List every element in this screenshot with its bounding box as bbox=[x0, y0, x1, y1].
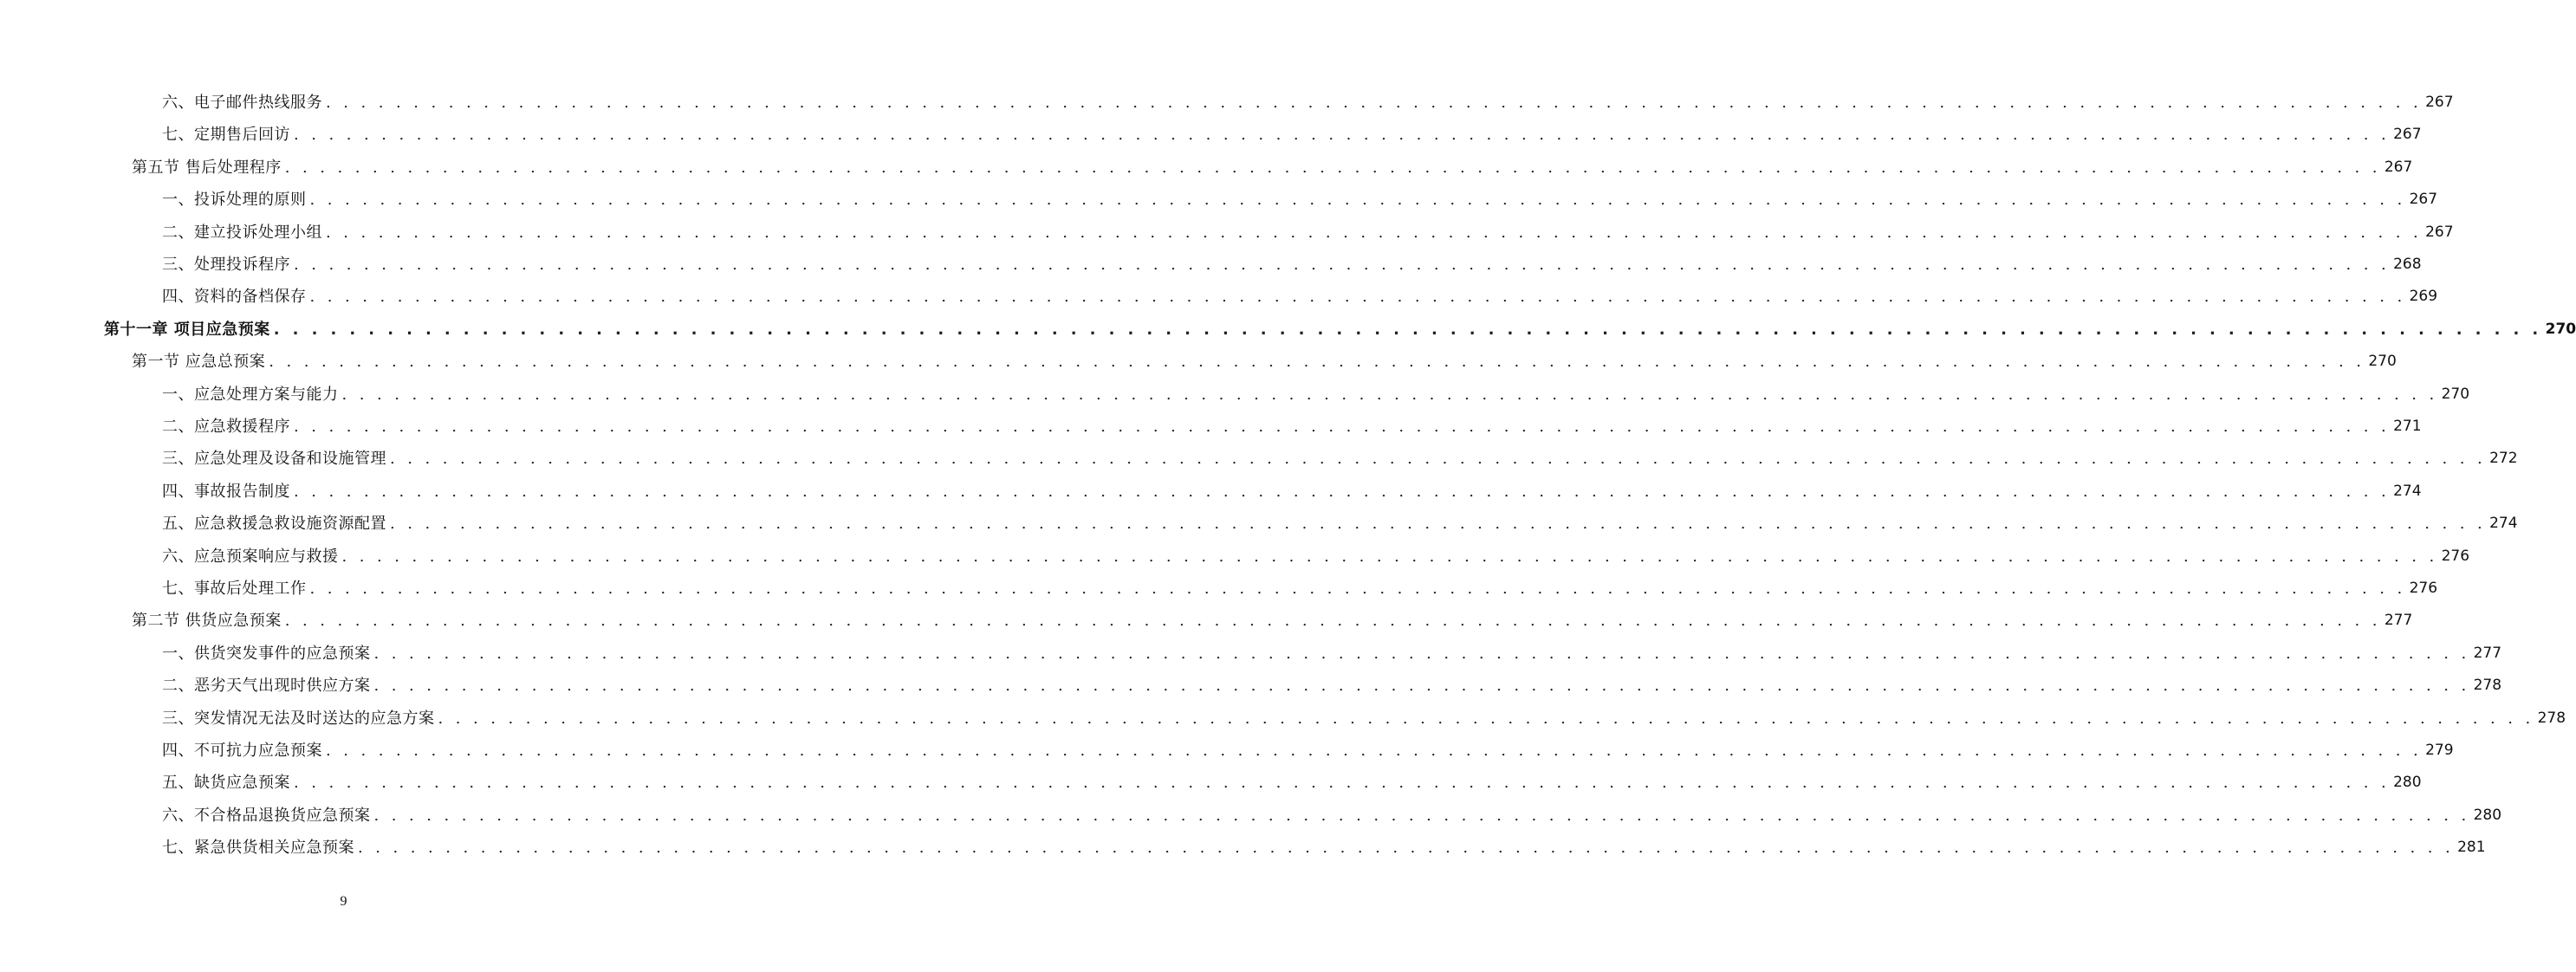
toc-entry-title: 一、应急处理方案与能力 bbox=[162, 385, 339, 404]
toc-entry-page-number: 281 bbox=[2457, 839, 2486, 857]
toc-entry-title: 第二节 供货应急预案 bbox=[132, 612, 282, 631]
toc-entry-title: 二、应急救援程序 bbox=[162, 418, 290, 436]
toc-section-entry[interactable] bbox=[132, 605, 2413, 637]
toc-entry-page-number: 280 bbox=[2393, 774, 2422, 792]
toc-entry-page-number: 272 bbox=[2489, 450, 2518, 468]
toc-dot-leader: . . . . . . . . . . . . . . . . . . . . . . . . . . . . . . . . . . . . . . . . . . . . . . . . . . . . . . . . . . . . . . . . . . . . . . . . . . . . . . . . . . . . . . . . . . . . . . . . . . . . . . . . . . . . . . . . . . . . . . . . bbox=[326, 94, 2423, 112]
toc-dot-leader: . . . . . . . . . . . . . . . . . . . . . . . . . . . . . . . . . . . . . . . . . . . . . . . . . . . . . . . . . . . . . . . . . . . . . . . . . . . . . . . . . . . . . . . . . . . . . . . . . . . . . . . . . . . . . . . . . . . . . . . . bbox=[373, 644, 2470, 663]
toc-entry-title: 五、缺货应急预案 bbox=[162, 774, 290, 793]
toc-dot-leader: . . . . . . . . . . . . . . . . . . . . . . . . . . . . . . . . . . . . . . . . . . . . . . . . . . . . . . . . . . . . . . . . . . . . . . . . . . . . . . . . . . . . . . . . . . . . . . . . . . . . . . . . . . . . . . . . . . . . . . . . bbox=[390, 450, 2487, 469]
toc-entry-title: 六、不合格品退换货应急预案 bbox=[162, 806, 371, 825]
toc-entry-title: 一、供货突发事件的应急预案 bbox=[162, 644, 371, 663]
toc-subsection-entry[interactable] bbox=[162, 541, 2470, 573]
toc-chapter-entry[interactable] bbox=[104, 314, 2576, 346]
toc-dot-leader: . . . . . . . . . . . . . . . . . . . . . . . . . . . . . . . . . . . . . . . . . . . . . . . . . . . . . . . . . . . . . . . . . . . . . . . . . . . . . . . . . . . . . . . . . . . . . . . . . . . . . . . . . . . . . . . . . . . . . . . . bbox=[326, 223, 2423, 242]
toc-entry-title: 第五节 售后处理程序 bbox=[132, 158, 282, 177]
toc-entry-title: 七、紧急供货相关应急预案 bbox=[162, 839, 354, 858]
toc-entry-page-number: 267 bbox=[2384, 158, 2413, 176]
toc-subsection-entry[interactable] bbox=[162, 443, 2518, 475]
toc-entry-title: 三、应急处理及设备和设施管理 bbox=[162, 450, 386, 469]
toc-entry-title: 五、应急救援急救设施资源配置 bbox=[162, 515, 386, 534]
toc-entry-page-number: 276 bbox=[2441, 547, 2470, 565]
toc-subsection-entry[interactable] bbox=[162, 832, 2486, 864]
toc-subsection-entry[interactable] bbox=[162, 508, 2518, 540]
toc-dot-leader: . . . . . . . . . . . . . . . . . . . . . . . . . . . . . . . . . . . . . . . . . . . . . . . . . . . . . . . . . . . . . . . . . . . . . . . . . . . . . . . . . . . . . . . . . . . . . . . . . . . . . . . . . . . . . . . . . . . . . . . . bbox=[273, 320, 2542, 339]
toc-subsection-entry[interactable] bbox=[162, 573, 2438, 605]
toc-entry-title: 七、事故后处理工作 bbox=[162, 580, 307, 598]
toc-entry-title: 二、恶劣天气出现时供应方案 bbox=[162, 677, 371, 696]
toc-subsection-entry[interactable] bbox=[162, 735, 2454, 767]
toc-dot-leader: . . . . . . . . . . . . . . . . . . . . . . . . . . . . . . . . . . . . . . . . . . . . . . . . . . . . . . . . . . . . . . . . . . . . . . . . . . . . . . . . . . . . . . . . . . . . . . . . . . . . . . . . . . . . . . . . . . . . . . . . bbox=[294, 256, 2391, 274]
toc-entry-page-number: 271 bbox=[2393, 418, 2422, 435]
toc-subsection-entry[interactable] bbox=[162, 379, 2470, 411]
toc-dot-leader: . . . . . . . . . . . . . . . . . . . . . . . . . . . . . . . . . . . . . . . . . . . . . . . . . . . . . . . . . . . . . . . . . . . . . . . . . . . . . . . . . . . . . . . . . . . . . . . . . . . . . . . . . . . . . . . . . . . . . . . . bbox=[309, 580, 2406, 598]
toc-entry-title: 一、投诉处理的原则 bbox=[162, 191, 307, 210]
toc-entry-title: 第一节 应急总预案 bbox=[132, 353, 266, 372]
toc-dot-leader: . . . . . . . . . . . . . . . . . . . . . . . . . . . . . . . . . . . . . . . . . . . . . . . . . . . . . . . . . . . . . . . . . . . . . . . . . . . . . . . . . . . . . . . . . . . . . . . . . . . . . . . . . . . . . . . . . . . . . . . . bbox=[358, 839, 2455, 858]
toc-subsection-entry[interactable] bbox=[162, 281, 2438, 313]
toc-entry-title: 二、建立投诉处理小组 bbox=[162, 223, 322, 242]
toc-subsection-entry[interactable] bbox=[162, 249, 2422, 281]
toc-subsection-entry[interactable] bbox=[162, 800, 2502, 832]
toc-dot-leader: . . . . . . . . . . . . . . . . . . . . . . . . . . . . . . . . . . . . . . . . . . . . . . . . . . . . . . . . . . . . . . . . . . . . . . . . . . . . . . . . . . . . . . . . . . . . . . . . . . . . . . . . . . . . . . . . . . . . . . . . bbox=[390, 515, 2487, 534]
toc-subsection-entry[interactable] bbox=[162, 217, 2454, 249]
toc-subsection-entry[interactable] bbox=[162, 184, 2438, 216]
toc-entry-page-number: 270 bbox=[2368, 353, 2397, 371]
toc-subsection-entry[interactable] bbox=[162, 87, 2454, 119]
toc-subsection-entry[interactable] bbox=[162, 638, 2502, 670]
toc-entry-page-number: 274 bbox=[2489, 515, 2518, 533]
toc-dot-leader: . . . . . . . . . . . . . . . . . . . . . . . . . . . . . . . . . . . . . . . . . . . . . . . . . . . . . . . . . . . . . . . . . . . . . . . . . . . . . . . . . . . . . . . . . . . . . . . . . . . . . . . . . . . . . . . . . . . . . . . . bbox=[341, 547, 2438, 566]
toc-entry-title: 四、不可抗力应急预案 bbox=[162, 742, 322, 760]
toc-dot-leader: . . . . . . . . . . . . . . . . . . . . . . . . . . . . . . . . . . . . . . . . . . . . . . . . . . . . . . . . . . . . . . . . . . . . . . . . . . . . . . . . . . . . . . . . . . . . . . . . . . . . . . . . . . . . . . . . . . . . . . . . bbox=[326, 742, 2423, 760]
toc-dot-leader: . . . . . . . . . . . . . . . . . . . . . . . . . . . . . . . . . . . . . . . . . . . . . . . . . . . . . . . . . . . . . . . . . . . . . . . . . . . . . . . . . . . . . . . . . . . . . . . . . . . . . . . . . . . . . . . . . . . . . . . . bbox=[294, 418, 2391, 436]
toc-dot-leader: . . . . . . . . . . . . . . . . . . . . . . . . . . . . . . . . . . . . . . . . . . . . . . . . . . . . . . . . . . . . . . . . . . . . . . . . . . . . . . . . . . . . . . . . . . . . . . . . . . . . . . . . . . . . . . . . . . . . . . . . bbox=[373, 806, 2470, 825]
toc-subsection-entry[interactable] bbox=[162, 411, 2422, 443]
toc-entry-title: 四、事故报告制度 bbox=[162, 482, 290, 501]
toc-dot-leader: . . . . . . . . . . . . . . . . . . . . . . . . . . . . . . . . . . . . . . . . . . . . . . . . . . . . . . . . . . . . . . . . . . . . . . . . . . . . . . . . . . . . . . . . . . . . . . . . . . . . . . . . . . . . . . . . . . . . . . . . bbox=[284, 158, 2381, 177]
toc-entry-title: 七、定期售后回访 bbox=[162, 126, 290, 145]
toc-entry-page-number: 279 bbox=[2425, 742, 2454, 759]
toc-entry-page-number: 278 bbox=[2473, 677, 2502, 695]
toc-dot-leader: . . . . . . . . . . . . . . . . . . . . . . . . . . . . . . . . . . . . . . . . . . . . . . . . . . . . . . . . . . . . . . . . . . . . . . . . . . . . . . . . . . . . . . . . . . . . . . . . . . . . . . . . . . . . . . . . . . . . . . . . bbox=[309, 288, 2406, 307]
toc-subsection-entry[interactable] bbox=[162, 119, 2422, 151]
toc-dot-leader: . . . . . . . . . . . . . . . . . . . . . . . . . . . . . . . . . . . . . . . . . . . . . . . . . . . . . . . . . . . . . . . . . . . . . . . . . . . . . . . . . . . . . . . . . . . . . . . . . . . . . . . . . . . . . . . . . . . . . . . . bbox=[438, 709, 2534, 728]
toc-dot-leader: . . . . . . . . . . . . . . . . . . . . . . . . . . . . . . . . . . . . . . . . . . . . . . . . . . . . . . . . . . . . . . . . . . . . . . . . . . . . . . . . . . . . . . . . . . . . . . . . . . . . . . . . . . . . . . . . . . . . . . . . bbox=[269, 353, 2365, 372]
toc-dot-leader: . . . . . . . . . . . . . . . . . . . . . . . . . . . . . . . . . . . . . . . . . . . . . . . . . . . . . . . . . . . . . . . . . . . . . . . . . . . . . . . . . . . . . . . . . . . . . . . . . . . . . . . . . . . . . . . . . . . . . . . . bbox=[294, 126, 2391, 145]
toc-dot-leader: . . . . . . . . . . . . . . . . . . . . . . . . . . . . . . . . . . . . . . . . . . . . . . . . . . . . . . . . . . . . . . . . . . . . . . . . . . . . . . . . . . . . . . . . . . . . . . . . . . . . . . . . . . . . . . . . . . . . . . . . bbox=[284, 612, 2381, 631]
toc-entry-title: 六、应急预案响应与救援 bbox=[162, 547, 339, 566]
toc-entry-page-number: 267 bbox=[2409, 191, 2438, 209]
toc-entry-page-number: 277 bbox=[2473, 644, 2502, 662]
toc-entry-page-number: 277 bbox=[2384, 612, 2413, 630]
toc-subsection-entry[interactable] bbox=[162, 767, 2422, 799]
toc-entry-page-number: 269 bbox=[2409, 288, 2438, 306]
toc-entry-page-number: 270 bbox=[2545, 320, 2576, 338]
toc-entry-page-number: 268 bbox=[2393, 256, 2422, 273]
toc-section-entry[interactable] bbox=[132, 152, 2413, 184]
toc-entry-page-number: 274 bbox=[2393, 482, 2422, 500]
toc-subsection-entry[interactable] bbox=[162, 703, 2566, 735]
toc-dot-leader: . . . . . . . . . . . . . . . . . . . . . . . . . . . . . . . . . . . . . . . . . . . . . . . . . . . . . . . . . . . . . . . . . . . . . . . . . . . . . . . . . . . . . . . . . . . . . . . . . . . . . . . . . . . . . . . . . . . . . . . . bbox=[341, 385, 2438, 404]
toc-dot-leader: . . . . . . . . . . . . . . . . . . . . . . . . . . . . . . . . . . . . . . . . . . . . . . . . . . . . . . . . . . . . . . . . . . . . . . . . . . . . . . . . . . . . . . . . . . . . . . . . . . . . . . . . . . . . . . . . . . . . . . . . bbox=[309, 191, 2406, 210]
toc-entry-page-number: 276 bbox=[2409, 580, 2438, 597]
toc-entry-page-number: 267 bbox=[2425, 94, 2454, 111]
toc-entry-title: 第十一章 项目应急预案 bbox=[104, 320, 270, 339]
toc-dot-leader: . . . . . . . . . . . . . . . . . . . . . . . . . . . . . . . . . . . . . . . . . . . . . . . . . . . . . . . . . . . . . . . . . . . . . . . . . . . . . . . . . . . . . . . . . . . . . . . . . . . . . . . . . . . . . . . . . . . . . . . . bbox=[294, 774, 2391, 793]
toc-entry-title: 三、处理投诉程序 bbox=[162, 256, 290, 274]
toc-entry-title: 三、突发情况无法及时送达的应急方案 bbox=[162, 709, 435, 728]
toc-subsection-entry[interactable] bbox=[162, 670, 2502, 702]
toc-entry-title: 四、资料的备档保存 bbox=[162, 288, 307, 307]
toc-entry-page-number: 267 bbox=[2425, 223, 2454, 241]
toc-entry-page-number: 270 bbox=[2441, 385, 2470, 403]
page-number: 9 bbox=[340, 894, 347, 909]
toc-entry-title: 六、电子邮件热线服务 bbox=[162, 94, 322, 112]
toc-subsection-entry[interactable] bbox=[162, 476, 2422, 508]
toc-section-entry[interactable] bbox=[132, 346, 2397, 378]
toc-entry-page-number: 280 bbox=[2473, 806, 2502, 824]
toc-dot-leader: . . . . . . . . . . . . . . . . . . . . . . . . . . . . . . . . . . . . . . . . . . . . . . . . . . . . . . . . . . . . . . . . . . . . . . . . . . . . . . . . . . . . . . . . . . . . . . . . . . . . . . . . . . . . . . . . . . . . . . . . bbox=[294, 482, 2391, 501]
toc-entry-page-number: 278 bbox=[2537, 709, 2566, 727]
toc-dot-leader: . . . . . . . . . . . . . . . . . . . . . . . . . . . . . . . . . . . . . . . . . . . . . . . . . . . . . . . . . . . . . . . . . . . . . . . . . . . . . . . . . . . . . . . . . . . . . . . . . . . . . . . . . . . . . . . . . . . . . . . . bbox=[373, 677, 2470, 696]
toc-entry-page-number: 267 bbox=[2393, 126, 2422, 144]
